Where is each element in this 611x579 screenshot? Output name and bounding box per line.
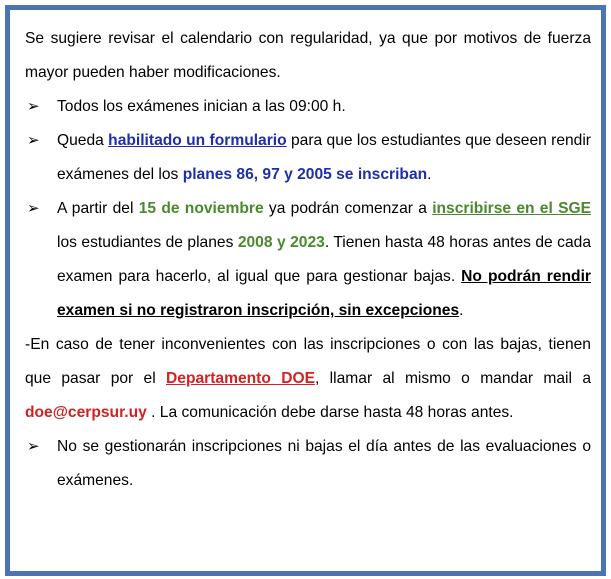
text-segment: . La comunicación debe darse hasta 48 horas antes. xyxy=(146,404,514,421)
text-segment: . Tienen hasta 48 horas antes de cada examen para hacerlo, al igual que para gestionar bajas. xyxy=(57,234,591,285)
bullet-no-management-text: No se gestionarán inscripciones ni bajas el día antes de las evaluaciones o exámenes. xyxy=(57,438,591,489)
sge-link[interactable]: inscribirse en el SGE xyxy=(432,200,592,217)
bullet-form xyxy=(25,124,591,192)
notice-box xyxy=(5,5,606,576)
form-link[interactable]: habilitado un formulario xyxy=(108,132,287,149)
arrow-bullet-icon: ➢ xyxy=(27,98,40,115)
date-highlight: 15 de noviembre xyxy=(138,200,264,217)
bullet-exam-time-text: Todos los exámenes inician a las 09:00 h. xyxy=(57,98,346,115)
intro-paragraph: Se sugiere revisar el calendario con regularidad, ya que por motivos de fuerza mayor pueden haber modificaciones. xyxy=(25,30,591,81)
arrow-bullet-icon: ➢ xyxy=(27,200,40,217)
text-segment: . xyxy=(427,166,432,183)
text-segment: ya podrán comenzar a xyxy=(263,200,433,217)
bullet-sge xyxy=(25,192,591,328)
bullet-exam-time xyxy=(25,90,591,124)
text-segment: A partir del xyxy=(57,200,139,217)
bullet-form-text xyxy=(57,124,591,192)
contact-paragraph xyxy=(25,328,591,430)
text-segment: . xyxy=(459,302,464,319)
text-segment: para que los estudiantes que deseen rendir exámenes del los xyxy=(57,132,592,183)
plans-new-highlight: 2008 y 2023 xyxy=(237,234,325,251)
doe-department-link[interactable]: Departamento DOE xyxy=(166,370,316,387)
arrow-bullet-icon: ➢ xyxy=(27,438,40,455)
bullet-no-management xyxy=(25,430,591,498)
text-segment: -En caso de tener inconvenientes con las inscripciones o con las bajas, tienen que pasar por el xyxy=(25,336,591,387)
text-segment: Queda xyxy=(57,132,109,149)
text-segment: los estudiantes de planes xyxy=(57,234,238,251)
no-exceptions-warning: No podrán rendir examen si no registraron inscripción, sin excepciones xyxy=(57,268,591,319)
bullet-sge-text xyxy=(57,192,591,328)
notice-content xyxy=(25,22,591,498)
doe-email-link[interactable]: doe@cerpsur.uy xyxy=(25,404,147,421)
plans-old-highlight: planes 86, 97 y 2005 se inscriban xyxy=(182,166,428,183)
text-segment: , llamar al mismo o mandar mail a xyxy=(315,370,591,387)
arrow-bullet-icon: ➢ xyxy=(27,132,40,149)
